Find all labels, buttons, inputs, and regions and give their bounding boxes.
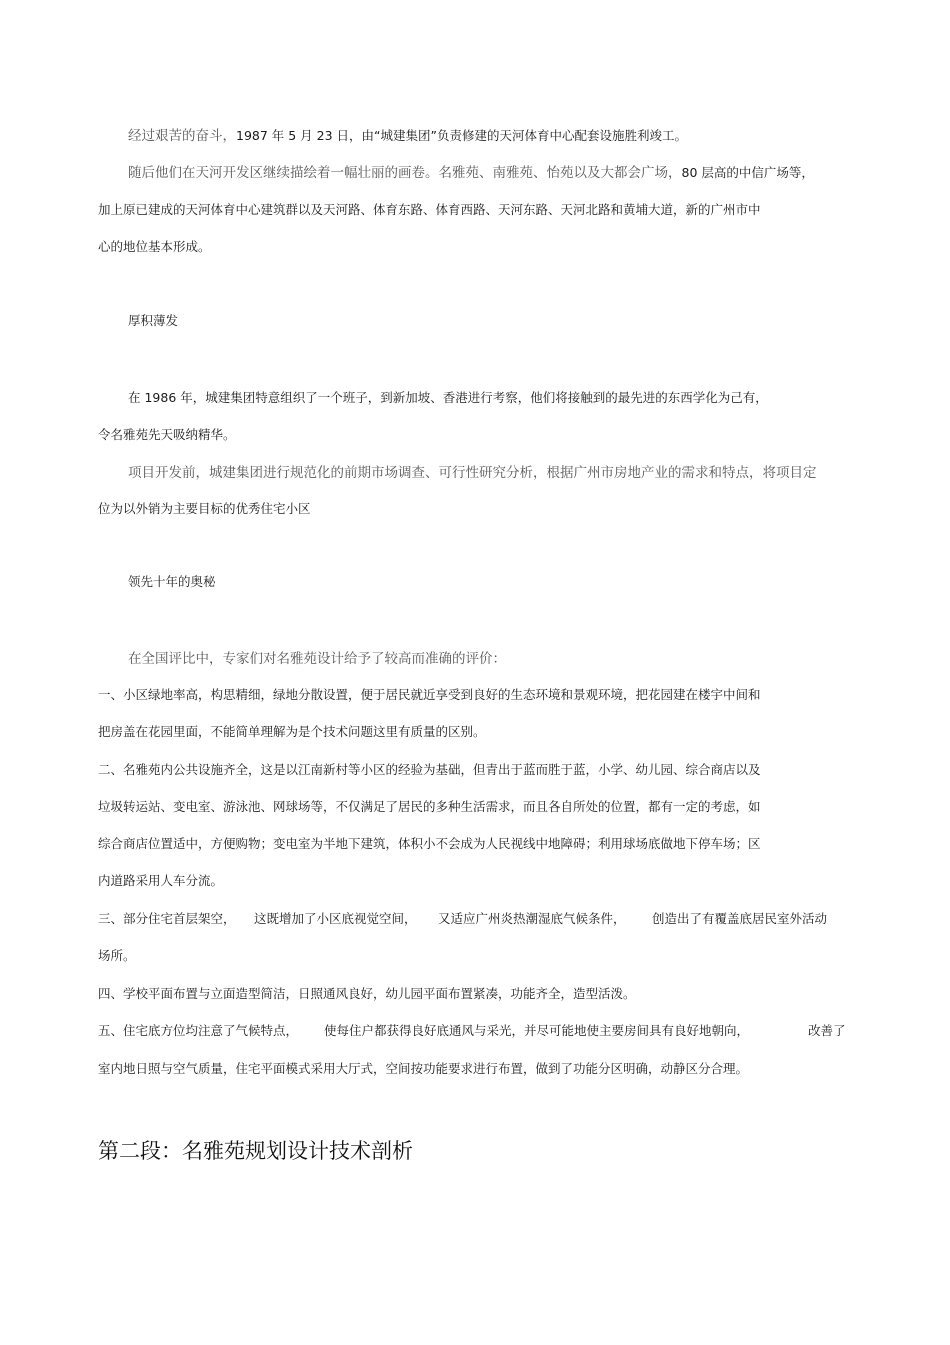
list-item-2-line-2: 垃圾转运站、变电室、游泳池、网球场等，不仅满足了居民的多种生活需求，而且各自所处的位置，都有一定的考虑，如 — [98, 799, 761, 814]
paragraph-3-line-1: 在 1986 年，城建集团特意组织了一个班子，到新加坡、香港进行考察，他们将接触到的最先进的东西学化为己有， — [128, 390, 768, 405]
list-item-5-part-1: 五、住宅底方位均注意了气候特点， — [98, 1023, 299, 1038]
paragraph-2-line-2: 加上原已建成的天河体育中心建筑群以及天河路、体育东路、体育西路、天河东路、天河北路和黄埔大道，新的广州市中 — [98, 202, 761, 217]
list-item-5-part-3: 改善了 — [808, 1023, 846, 1038]
list-item-4: 四、学校平面布置与立面造型简洁，日照通风良好，幼儿园平面布置紧凑，功能齐全，造型活泼。 — [98, 986, 636, 1001]
paragraph-2-serif-text: 随后他们在天河开发区继续描绘着一幅壮丽的画卷。名雅苑、南雅苑、怡苑以及大都会广场， — [128, 165, 682, 181]
list-item-2-line-3: 综合商店位置适中，方便购物；变电室为半地下建筑，体积小不会成为人民视线中地障碍；利用球场底做地下停车场；区 — [98, 836, 761, 851]
list-item-1-line-2: 把房盖在花园里面，不能简单理解为是个技术问题这里有质量的区别。 — [98, 724, 486, 739]
list-item-3-part-3: 又适应广州炎热潮湿底气候条件， — [438, 911, 626, 926]
list-item-3-part-1: 三、部分住宅首层架空， — [98, 911, 236, 926]
paragraph-1-serif-text: 经过艰苦的奋斗， — [128, 128, 236, 144]
paragraph-4-line-2: 位为以外销为主要目标的优秀住宅小区 — [98, 501, 311, 516]
paragraph-1-line-1 — [128, 128, 687, 144]
paragraph-2-line-1 — [128, 165, 814, 181]
list-item-5-part-2: 使每住户都获得良好底通风与采光，并尽可能地使主要房间具有良好地朝向， — [324, 1023, 750, 1038]
list-item-2-line-4: 内道路采用人车分流。 — [98, 873, 224, 888]
list-item-1-line-1: 一、小区绿地率高，构思精细，绿地分散设置，便于居民就近享受到良好的生态环境和景观环境，把花园建在楼宇中间和 — [98, 687, 761, 702]
subtitle-houji-bofa: 厚积薄发 — [128, 313, 179, 328]
list-item-3-part-4: 创造出了有覆盖底居民室外活动 — [652, 911, 828, 926]
paragraph-2-line-3: 心的地位基本形成。 — [98, 239, 211, 254]
paragraph-4-line-1: 项目开发前，城建集团进行规范化的前期市场调查、可行性研究分析，根据广州市房地产业的需求和特点，将项目定 — [128, 465, 817, 481]
section-heading: 第二段：名雅苑规划设计技术剖析 — [98, 1139, 413, 1163]
paragraph-5: 在全国评比中，专家们对名雅苑设计给予了较高而准确的评价： — [128, 651, 506, 667]
list-item-3-part-2: 这既增加了小区底视觉空间， — [254, 911, 417, 926]
subtitle-lingxian-shinian: 领先十年的奥秘 — [128, 574, 216, 589]
paragraph-2-sans-text: 80 层高的中信广场等， — [681, 165, 814, 180]
list-item-5-line-2: 室内地日照与空气质量，住宅平面模式采用大厅式，空间按功能要求进行布置，做到了功能分区明确，动静区分合理。 — [98, 1061, 749, 1076]
list-item-3-line-2: 场所。 — [98, 948, 136, 963]
paragraph-1-sans-text: 1987 年 5 月 23 日，由“城建集团”负责修建的天河体育中心配套设施胜利竣工。 — [236, 128, 687, 143]
paragraph-3-line-2: 令名雅苑先天吸纳精华。 — [98, 427, 236, 442]
list-item-2-line-1: 二、名雅苑内公共设施齐全，这是以江南新村等小区的经验为基础，但青出于蓝而胜于蓝，小学、幼儿园、综合商店以及 — [98, 762, 761, 777]
